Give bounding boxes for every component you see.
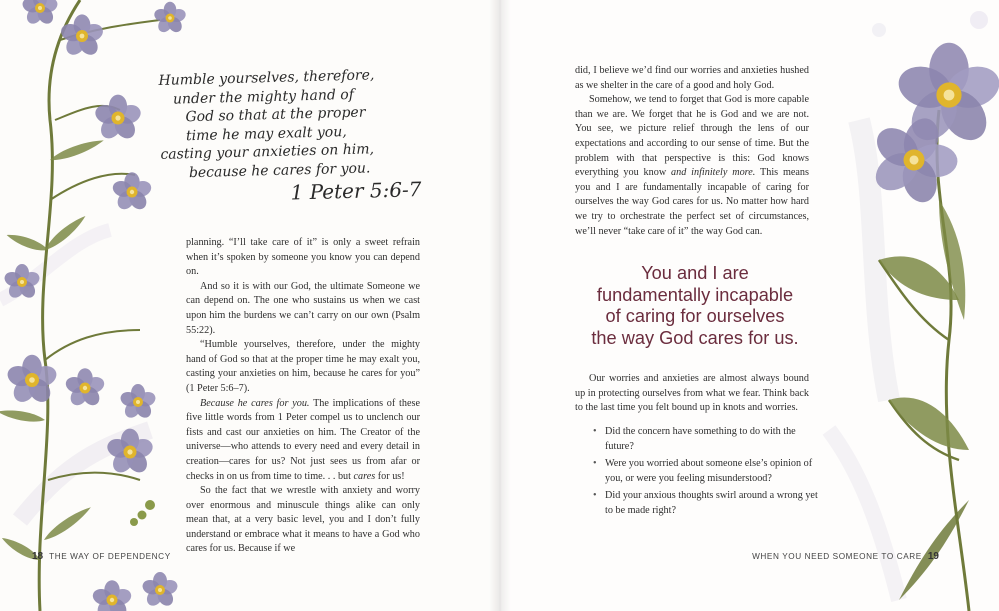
paragraph-text: but	[335, 470, 354, 482]
handwritten-reference: 1 Peter 5:6-7	[290, 177, 422, 205]
handwritten-line: casting your anxieties on him,	[160, 141, 375, 163]
handwritten-line: Humble yourselves, therefore,	[158, 67, 375, 89]
handwritten-line: because he cares for you.	[188, 159, 371, 181]
right-body-text-top	[575, 64, 809, 239]
left-page	[0, 0, 499, 611]
paragraph: did, I believe we’d find our worries and anxieties hushed as we shelter in the care of a good and holy God.	[575, 65, 809, 91]
handwritten-line: under the mighty hand of	[172, 86, 355, 108]
handwritten-scripture	[158, 64, 461, 205]
paragraph: Our worries and anxieties are almost always bound up in protecting ourselves from what we fear. Think back to the last time you felt bound up in knots and worries.	[575, 373, 809, 414]
paragraph-text: The implications of these five little words from 1 Peter compel us to unclench our fists and cast our anxieties on him. The Creator of the universe—who attends to every need and every detail in creation—cares for us? Not just sees us from afar or checks in on us from time to time. . .	[186, 397, 420, 482]
right-page	[499, 0, 999, 611]
reflection-bullet-list	[593, 425, 823, 522]
handwritten-line: God so that at the proper	[185, 104, 366, 126]
list-item: • Were you worried about someone else’s opinion of you, or were you feeling misunderstood?	[593, 457, 823, 486]
page-number: 19	[927, 551, 939, 562]
page-number: 18	[32, 551, 44, 562]
running-head: WHEN YOU NEED SOMEONE TO CARE	[752, 552, 922, 561]
paragraph-text: This means you and I are fundamentally incapable of caring for ourselves the way God cares for us. No matter how hard we try to orchestrate the perfect set of circumstances, we’ll never “take care of it” the way God can.	[575, 167, 809, 237]
pull-quote	[579, 263, 811, 349]
paragraph-text: for us!	[375, 470, 405, 482]
italic-word: cares	[353, 470, 376, 482]
list-item: • Did your anxious thoughts swirl around a wrong yet to be made right?	[593, 489, 823, 518]
folio-right	[752, 551, 939, 562]
italic-phrase: and infinitely more.	[671, 167, 756, 179]
folio-left	[32, 551, 171, 562]
list-item: • Did the concern have something to do with the future?	[593, 425, 823, 454]
pull-quote-line: fundamentally incapable	[596, 284, 794, 305]
paragraph: planning. “I’ll take care of it” is only a sweet refrain when it’s spoken by someone you know you can depend on.	[186, 237, 420, 278]
paragraph: And so it is with our God, the ultimate Someone we can depend on. The one who sustains us when we cast upon him the burdens we can’t carry on our own (Psalm 55:22).	[186, 280, 420, 336]
pull-quote-line: You and I are	[641, 263, 749, 283]
forget-me-not-illustration-right	[819, 0, 999, 611]
paragraph-text: Somehow, we tend to forget that God is more capable than we are. We forget that he is God and we are not. You see, we picture relief through the lens of our expectations and according to our sense of time. But the problem with that perspective is this: God knows everything you know	[575, 94, 809, 179]
handwritten-line: time he may exalt you,	[185, 123, 347, 144]
paragraph	[186, 397, 420, 485]
pull-quote-line: the way God cares for us.	[591, 327, 799, 348]
pull-quote-line: of caring for ourselves	[605, 306, 785, 327]
right-body-text-middle	[575, 372, 809, 416]
running-head: THE WAY OF DEPENDENCY	[49, 552, 171, 561]
left-body-text	[186, 236, 420, 557]
paragraph	[575, 93, 809, 239]
paragraph: So the fact that we wrestle with anxiety and worry over enormous and minuscule things alike can only mean that, at a very basic level, you and I don’t fully understand or embrace what it means to have a God who cares for us. Because if we	[186, 485, 420, 555]
paragraph: “Humble yourselves, therefore, under the mighty hand of God so that at the proper time he may exalt you, casting your anxieties on him, because he cares for you” (1 Peter 5:6–7).	[186, 339, 420, 394]
italic-lead: Because he cares for you.	[200, 397, 310, 409]
